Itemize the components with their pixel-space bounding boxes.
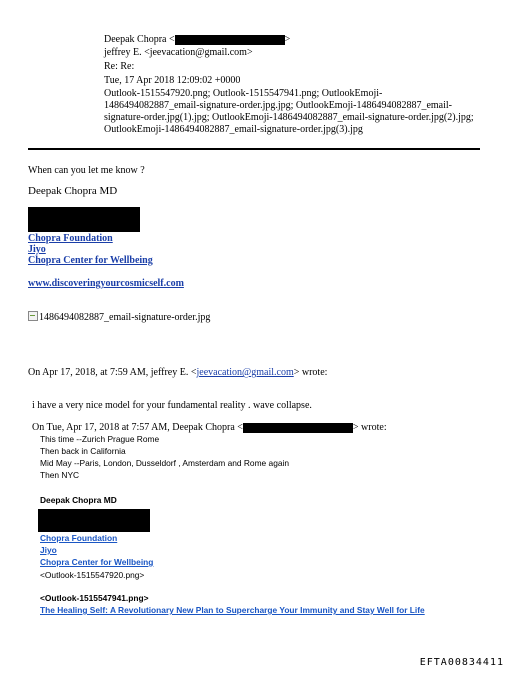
quote2-intro [32,422,387,434]
quote1-intro-prefix: On Apr 17, 2018, at 7:59 AM, jeffrey E. < [28,367,197,378]
signature-name: Deepak Chopra MD [28,185,118,197]
date-value: Tue, 17 Apr 2018 12:09:02 +0000 [104,75,241,86]
quote2-attachment-2: <Outlook-1515547941.png> [40,593,149,603]
redaction-block [243,423,353,433]
chopra-foundation-link[interactable]: Chopra Foundation [28,233,113,244]
from-suffix: > [284,34,291,45]
redaction-block [38,509,150,532]
quote2-chopra-center-link[interactable]: Chopra Center for Wellbeing [40,557,154,567]
quote2-signature-name: Deepak Chopra MD [40,495,117,505]
document-id: EFTA00834411 [419,657,504,668]
quote2-line: Mid May --Paris, London, Dusseldorf , Amsterdam and Rome again [40,458,290,468]
from-value [104,34,494,46]
quote1-message: i have a very nice model for your fundamental reality . wave collapse. [32,400,312,411]
question-text: When can you let me know ? [28,165,145,176]
inline-images-line: 1486494082887_email-signature-order.jpg.jpg; OutlookEmoji-1486494082887_email- [104,100,453,111]
chopra-center-link[interactable]: Chopra Center for Wellbeing [28,255,153,266]
header-divider [28,148,480,150]
quote1-email-link[interactable]: jeevacation@gmail.com [196,367,294,378]
website-link[interactable]: www.discoveringyourcosmicself.com [28,278,184,289]
quote2-intro-suffix: > wrote: [352,422,387,433]
healing-self-book-link[interactable]: The Healing Self: A Revolutionary New Plan to Supercharge Your Immunity and Stay Well for Life [40,605,425,615]
quote2-attachment-1: <Outlook-1515547920.png> [40,570,145,580]
quote1-intro [28,367,327,379]
quote2-intro-prefix: On Tue, Apr 17, 2018 at 7:57 AM, Deepak Chopra < [32,422,243,433]
quote2-line: This time --Zurich Prague Rome [40,434,160,444]
broken-image-icon [28,311,38,321]
jiyo-link[interactable]: Jiyo [28,244,46,255]
inline-images-line: Outlook-1515547920.png; Outlook-1515547941.png; OutlookEmoji- [104,88,383,99]
subject-value: Re: Re: [104,61,135,72]
signature-image-placeholder [28,311,210,324]
quote2-jiyo-link[interactable]: Jiyo [40,545,57,555]
inline-images-line: OutlookEmoji-1486494082887_email-signature-order.jpg(3).jpg [104,124,363,135]
redaction-block [175,35,285,45]
from-name: Deepak Chopra < [104,34,175,45]
redaction-block [28,207,140,232]
quote1-intro-suffix: > wrote: [293,367,328,378]
to-value: jeffrey E. <jeevacation@gmail.com> [104,47,253,58]
image-filename: 1486494082887_email-signature-order.jpg [39,312,211,323]
quote2-line: Then back in California [40,446,126,456]
inline-images-value [104,88,494,136]
inline-images-line: signature-order.jpg(1).jpg; OutlookEmoji-1486494082887_email-signature-order.jpg(2).jpg; [104,112,474,123]
quote2-line: Then NYC [40,470,80,480]
quote2-chopra-foundation-link[interactable]: Chopra Foundation [40,533,118,543]
